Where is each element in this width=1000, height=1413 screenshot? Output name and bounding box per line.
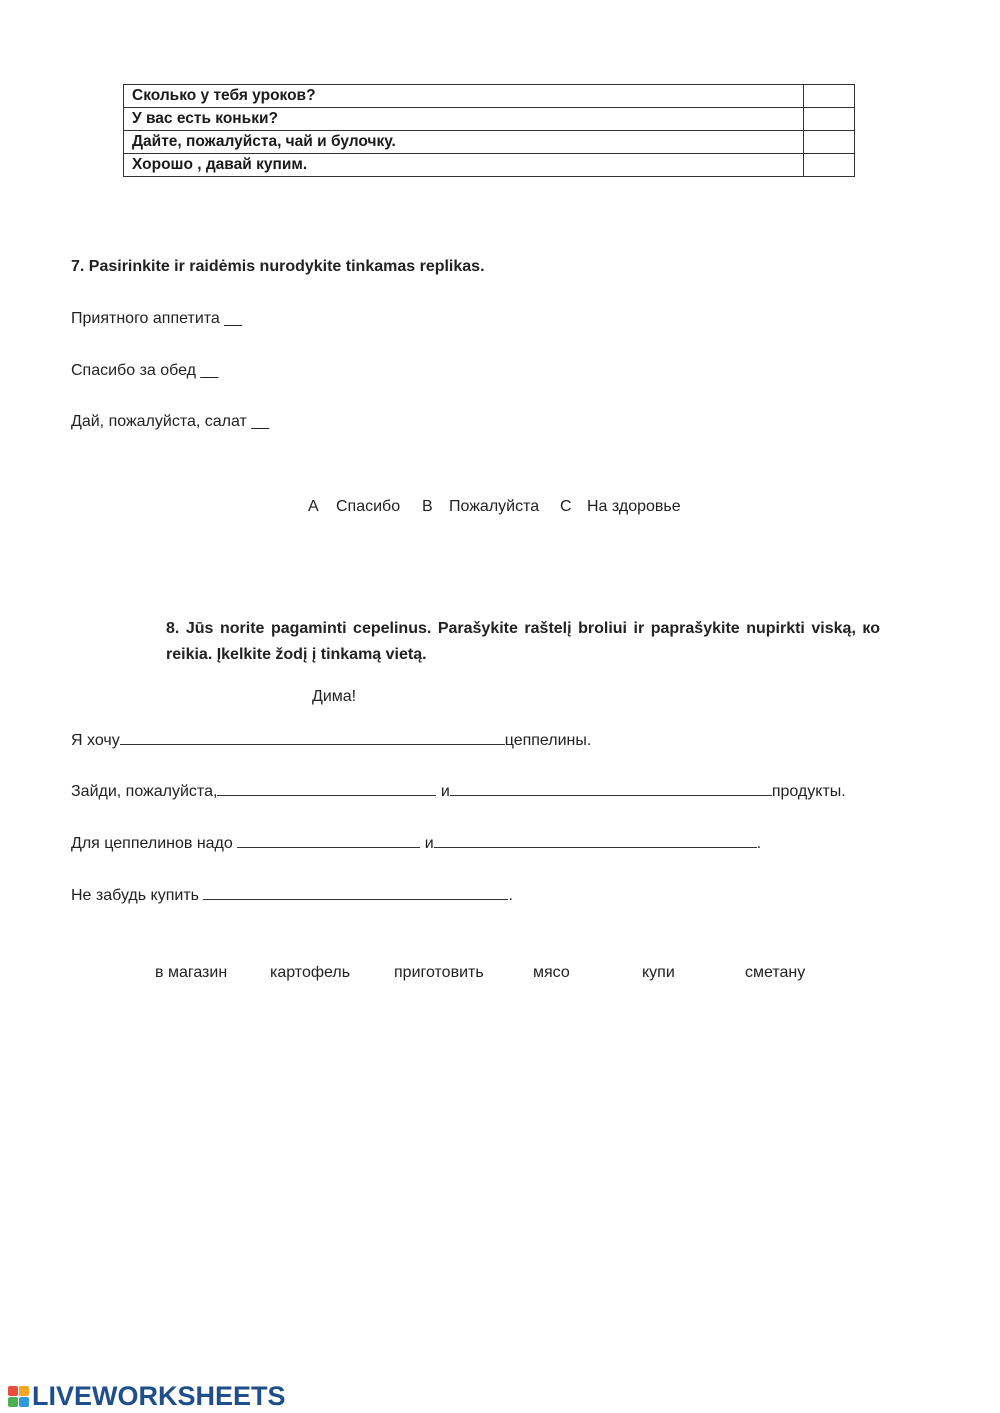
section7-heading: 7. Pasirinkite ir raidėmis nurodykite tinkamas replikas.	[71, 258, 485, 275]
answer-blank[interactable]	[237, 833, 420, 848]
option-letter: C	[560, 498, 572, 515]
word-bank-item[interactable]: в магазин	[155, 964, 228, 981]
line-text: и	[424, 835, 434, 852]
letter-line-4	[71, 885, 513, 906]
letter-line-3	[71, 833, 761, 854]
word-bank-item[interactable]: сметану	[745, 964, 806, 981]
option-text: На здоровье	[587, 498, 681, 515]
line-text: и	[440, 783, 450, 800]
line-text: Я хочу	[71, 732, 120, 749]
logo-square	[8, 1386, 18, 1396]
answer-blank[interactable]	[203, 885, 508, 900]
word-bank-item[interactable]: картофель	[270, 964, 351, 981]
letter-line-2	[71, 781, 846, 802]
letter-line-1	[71, 730, 591, 751]
section8-heading-line2: reikia. Įkelkite žodį į tinkamą vietą.	[166, 646, 427, 663]
logo-square	[19, 1397, 29, 1407]
table-cell-answer[interactable]	[804, 108, 855, 131]
line-text: Не забудь купить	[71, 887, 199, 904]
word-bank-item[interactable]: приготовить	[394, 964, 484, 981]
table-row	[124, 154, 855, 177]
table-cell-answer[interactable]	[804, 85, 855, 108]
section7-item: Приятного аппетита __	[71, 310, 243, 327]
section7-item: Дай, пожалуйста, салат __	[71, 413, 270, 430]
liveworksheets-logo[interactable]	[8, 1381, 286, 1411]
option-text: Спасибо	[336, 498, 401, 515]
table-cell-phrase: Сколько у тебя уроков?	[124, 85, 804, 108]
option-text: Пожалуйста	[449, 498, 540, 515]
line-text: Для цеппелинов надо	[71, 835, 233, 852]
table-cell-phrase: У вас есть коньки?	[124, 108, 804, 131]
table-row	[124, 131, 855, 154]
line-text: Зайди, пожалуйста,	[71, 783, 218, 800]
option-letter: A	[308, 498, 319, 515]
logo-text: LIVEWORKSHEETS	[32, 1380, 286, 1411]
word-bank-item[interactable]: купи	[642, 964, 675, 981]
logo-square	[8, 1397, 18, 1407]
line-text: продукты.	[771, 783, 846, 800]
answer-blank[interactable]	[434, 833, 757, 848]
line-text: .	[508, 887, 513, 904]
table-row	[124, 85, 855, 108]
logo-square	[19, 1386, 29, 1396]
option-letter: B	[422, 498, 433, 515]
table-cell-answer[interactable]	[804, 154, 855, 177]
answer-blank[interactable]	[120, 730, 505, 745]
table-cell-phrase: Дайте, пожалуйста, чай и булочку.	[124, 131, 804, 154]
answer-blank[interactable]	[450, 781, 772, 796]
letter-greeting: Дима!	[312, 688, 357, 705]
logo-icon	[8, 1386, 29, 1407]
table-cell-phrase: Хорошо , давай купим.	[124, 154, 804, 177]
line-text: .	[756, 835, 762, 852]
line-text: цеппелины.	[504, 732, 592, 749]
phrases-table	[123, 84, 855, 177]
section7-item: Спасибо за обед __	[71, 362, 219, 379]
table-row	[124, 108, 855, 131]
answer-blank[interactable]	[217, 781, 436, 796]
section8-heading-line1: 8. Jūs norite pagaminti cepelinus. Parašykite raštelį broliui ir paprašykite nupirkti viską, ко	[166, 620, 880, 637]
word-bank-item[interactable]: мясо	[533, 964, 570, 981]
table-cell-answer[interactable]	[804, 131, 855, 154]
